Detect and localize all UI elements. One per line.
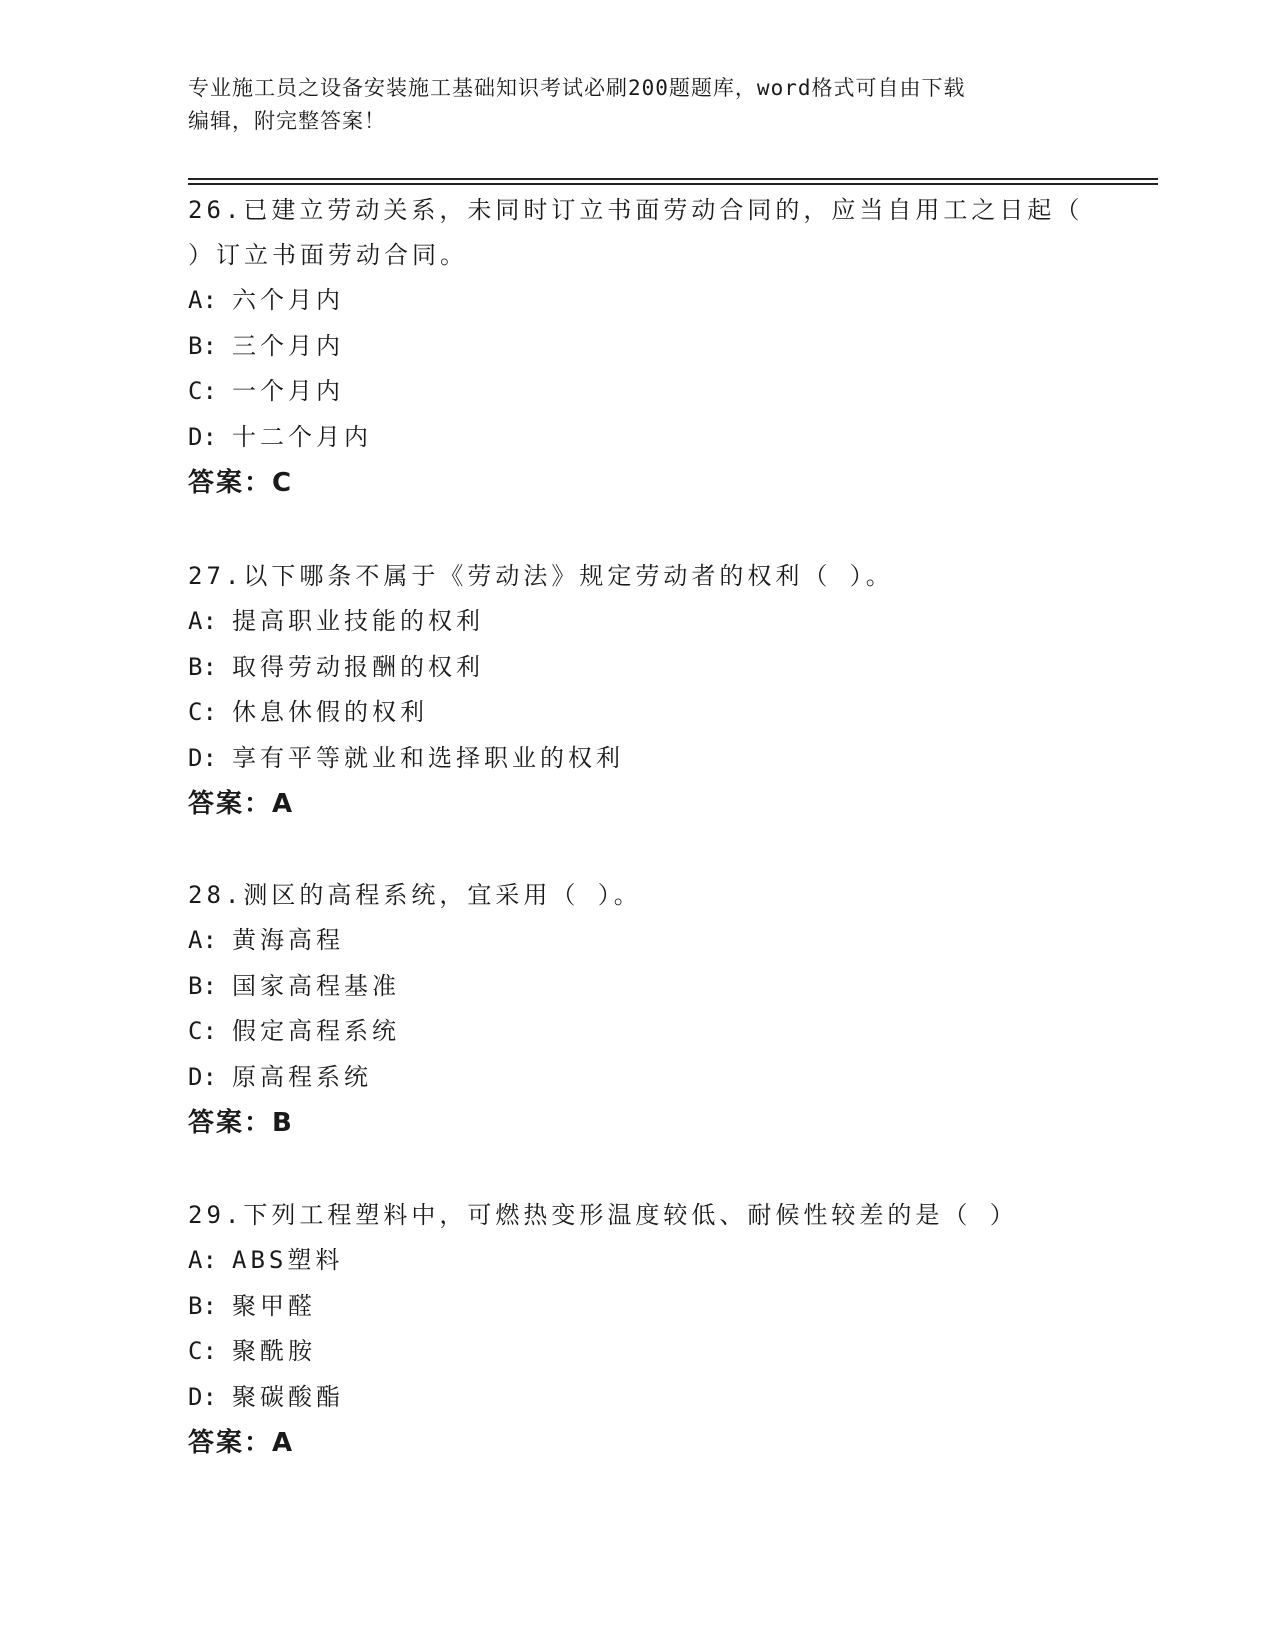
question-text: 26.已建立劳动关系，未同时订立书面劳动合同的，应当自用工之日起（ ）订立书面劳动合同。	[188, 196, 1084, 269]
option-d	[188, 415, 1088, 461]
option-b	[188, 645, 1088, 691]
option-key: D:	[188, 1382, 217, 1411]
document-header	[188, 72, 1068, 138]
header-divider-top	[188, 178, 1158, 180]
option-key: B:	[188, 331, 217, 360]
option-key: C:	[188, 698, 217, 726]
option-text: 提高职业技能的权利	[232, 607, 484, 635]
option-text: 十二个月内	[232, 422, 372, 451]
option-a	[188, 1238, 1088, 1284]
option-c	[188, 369, 1088, 415]
option-key: A:	[188, 1246, 217, 1274]
option-key: C:	[188, 377, 217, 405]
question-29	[188, 1193, 1088, 1466]
option-b	[188, 324, 1088, 370]
question-text: 29.下列工程塑料中，可燃热变形温度较低、耐候性较差的是（ ）	[188, 1201, 1018, 1229]
question-26	[188, 188, 1088, 506]
header-title-line-2: 编辑，附完整答案！	[188, 109, 386, 133]
option-key: B:	[188, 652, 217, 681]
option-text: ABS塑料	[232, 1246, 344, 1274]
answer-line: 答案：C	[188, 468, 294, 498]
header-title-line-1: 专业施工员之设备安装施工基础知识考试必刷200题题库，word格式可自由下载	[188, 76, 966, 100]
option-key: A:	[188, 286, 217, 314]
question-27	[188, 554, 1088, 827]
answer-line: 答案：B	[188, 1108, 294, 1138]
option-d	[188, 1055, 1088, 1101]
option-key: A:	[188, 926, 217, 954]
option-d	[188, 736, 1088, 782]
question-28	[188, 873, 1088, 1146]
answer-line: 答案：A	[188, 1428, 295, 1458]
answer-line: 答案：A	[188, 789, 295, 819]
header-divider-bottom	[188, 183, 1158, 185]
question-text: 28.测区的高程系统，宜采用（ ）。	[188, 881, 642, 909]
option-text: 聚甲醛	[232, 1291, 316, 1320]
option-text: 三个月内	[232, 331, 344, 360]
option-b	[188, 1284, 1088, 1330]
option-b	[188, 964, 1088, 1010]
option-key: D:	[188, 743, 217, 772]
option-text: 国家高程基准	[232, 971, 400, 1000]
option-text: 休息休假的权利	[232, 698, 428, 726]
option-c	[188, 1009, 1088, 1055]
option-text: 一个月内	[232, 377, 344, 405]
option-a	[188, 278, 1088, 324]
option-d	[188, 1375, 1088, 1421]
option-key: D:	[188, 422, 217, 451]
option-text: 原高程系统	[232, 1062, 372, 1091]
option-key: B:	[188, 1291, 217, 1320]
option-key: C:	[188, 1337, 217, 1365]
option-text: 聚酰胺	[232, 1337, 316, 1365]
option-key: D:	[188, 1062, 217, 1091]
option-text: 假定高程系统	[232, 1017, 400, 1045]
option-c	[188, 690, 1088, 736]
option-text: 六个月内	[232, 286, 344, 314]
option-text: 取得劳动报酬的权利	[232, 652, 484, 681]
option-c	[188, 1329, 1088, 1375]
option-key: A:	[188, 607, 217, 635]
option-text: 黄海高程	[232, 926, 344, 954]
option-key: C:	[188, 1017, 217, 1045]
option-a	[188, 918, 1088, 964]
option-text: 享有平等就业和选择职业的权利	[232, 743, 624, 772]
option-key: B:	[188, 971, 217, 1000]
option-text: 聚碳酸酯	[232, 1382, 344, 1411]
question-text: 27.以下哪条不属于《劳动法》规定劳动者的权利（ ）。	[188, 562, 894, 590]
option-a	[188, 599, 1088, 645]
